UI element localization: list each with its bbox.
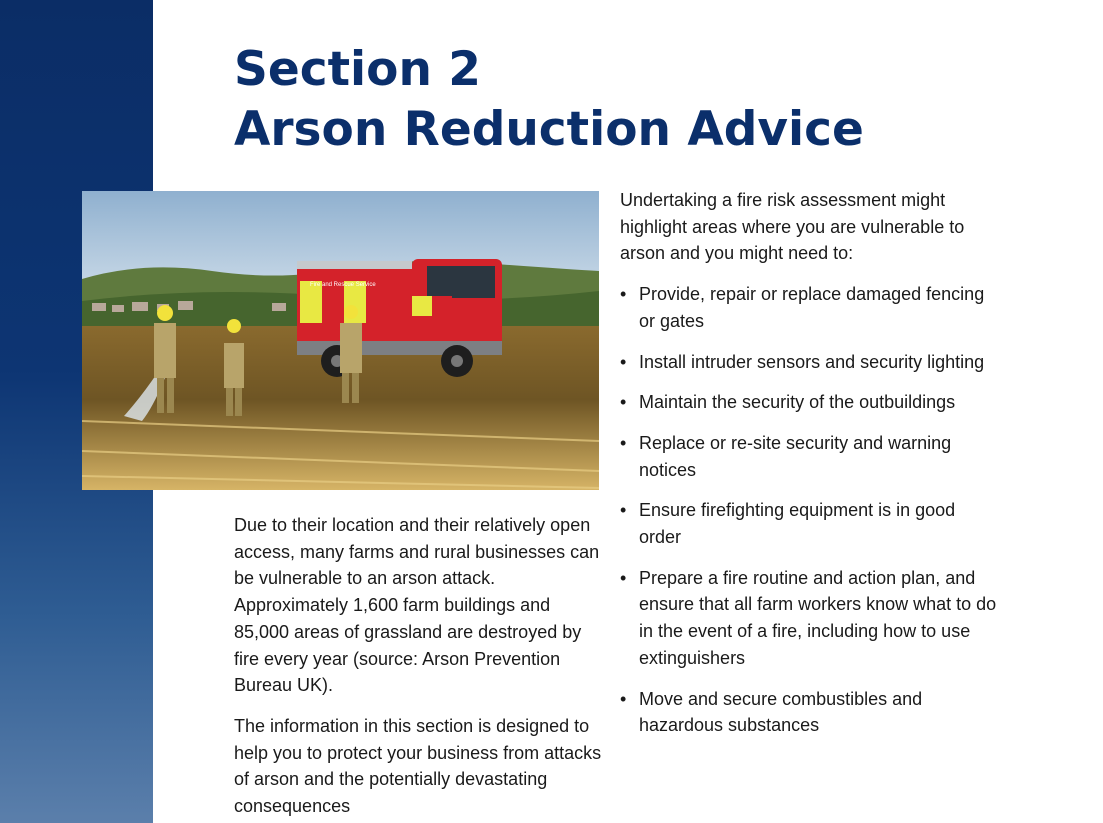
bullet-point: • bbox=[620, 567, 627, 588]
advice-intro: Undertaking a fire risk assessment might highlight areas where you are vulnerable to arson and you might need to: bbox=[620, 190, 965, 264]
list-item-text: Move and secure combustibles and hazardous substances bbox=[639, 688, 923, 736]
list-item-text: Prepare a fire routine and action plan, and ensure that all farm workers know what to do in the event of a fire, including how to use extinguishers bbox=[639, 567, 997, 668]
section-title: Arson Reduction Advice bbox=[234, 102, 864, 157]
list-item bbox=[620, 349, 1000, 376]
page-title bbox=[234, 40, 864, 160]
list-item bbox=[620, 430, 1000, 483]
list-item-text: Replace or re-site security and warning notices bbox=[639, 432, 952, 480]
bullet-point: • bbox=[620, 351, 627, 372]
list-item bbox=[620, 686, 1000, 739]
list-item bbox=[620, 389, 1000, 416]
paragraph-purpose: The information in this section is designed to help you to protect your business from attacks of arson and the potentially devastating consequences bbox=[234, 715, 602, 817]
section-number: Section 2 bbox=[234, 42, 481, 97]
advice-list bbox=[620, 281, 1000, 739]
advice-column bbox=[620, 187, 1000, 753]
truck-label: Fire and Rescue Service bbox=[310, 282, 376, 288]
list-item-text: Install intruder sensors and security lighting bbox=[639, 351, 985, 372]
bullet-point: • bbox=[620, 432, 627, 453]
list-item bbox=[620, 281, 1000, 334]
bullet-point: • bbox=[620, 392, 627, 413]
list-item-text: Provide, repair or replace damaged fencing or gates bbox=[639, 284, 985, 331]
list-item-text: Maintain the security of the outbuildings bbox=[639, 392, 956, 413]
paragraph-context: Due to their location and their relatively open access, many farms and rural businesses can be vulnerable to an arson attack. Approximately 1,600 farm buildings and 85,000 areas of grassland are destroyed by fire every year (source: Arson Prevention Bureau UK). bbox=[234, 515, 600, 696]
bullet-point: • bbox=[620, 284, 627, 305]
list-item bbox=[620, 497, 1000, 550]
bullet-point: • bbox=[620, 500, 627, 521]
firefighters-photo bbox=[82, 191, 599, 490]
list-item bbox=[620, 565, 1000, 672]
list-item-text: Ensure firefighting equipment is in good order bbox=[639, 500, 956, 548]
bullet-point: • bbox=[620, 688, 627, 709]
intro-paragraphs bbox=[234, 512, 606, 823]
